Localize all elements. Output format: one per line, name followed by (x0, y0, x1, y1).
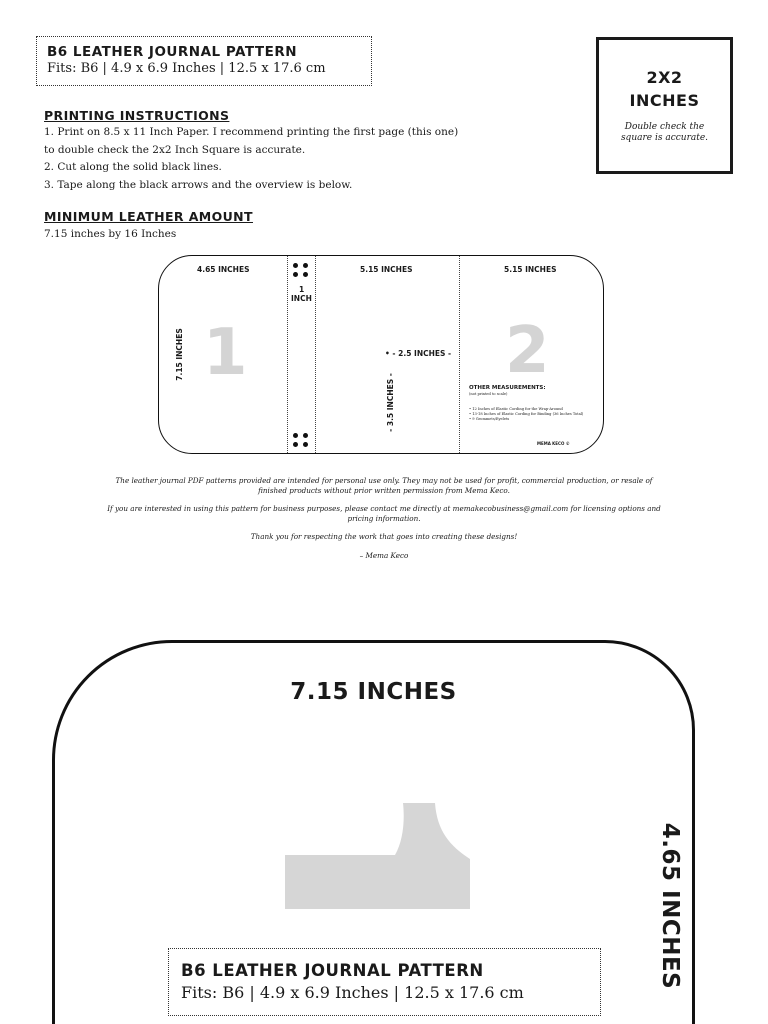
pattern-header (36, 36, 372, 86)
piece-height-label: 4.65 INCHES (657, 822, 683, 990)
pattern-overview-diagram (158, 255, 604, 454)
square-title-line2: INCHES (629, 91, 700, 110)
leather-amount: 7.15 inches by 16 Inches (44, 228, 177, 240)
fold-line (315, 256, 316, 453)
usage-disclaimer (100, 476, 668, 569)
disclaimer-paragraph: Thank you for respecting the work that goes into creating these designs! (250, 532, 518, 541)
printing-instructions (44, 124, 524, 194)
calibration-square (596, 37, 733, 174)
square-note: Double check the square is accurate. (620, 122, 709, 143)
instruction-line: to double check the 2x2 Inch Square is accurate. (44, 143, 306, 156)
piece-1-number: 1 (203, 316, 248, 390)
disclaimer-signature: – Mema Keco (359, 550, 409, 560)
overview-label-inch: INCH (291, 294, 312, 303)
pattern-title: B6 LEATHER JOURNAL PATTERN (181, 961, 484, 980)
disclaimer-paragraph: If you are interested in using this pattern for business purposes, please contact me directly at memakecobusiness@gmail.com for licensing options and pricing information. (107, 504, 661, 523)
pattern-header-bottom (168, 948, 601, 1016)
instruction-line: 3. Tape along the black arrows and the overview is below. (44, 178, 353, 191)
pattern-fits: Fits: B6 | 4.9 x 6.9 Inches | 12.5 x 17.6 cm (47, 61, 326, 76)
instruction-line: 1. Print on 8.5 x 11 Inch Paper. I recommend printing the first page (this one) (44, 126, 459, 138)
other-measurement-item: • 12 Inches of Elastic Cording for the Wrap-Around (469, 407, 563, 411)
piece-2-number: 2 (505, 314, 550, 388)
fold-line (459, 256, 460, 453)
other-measurement-item: • 13-18 Inches of Elastic Cording for Binding (36 Inches Total) (469, 412, 584, 416)
overview-label-35: - 3.5 INCHES - (385, 373, 395, 432)
square-title-line1: 2X2 (646, 68, 683, 87)
instruction-line: 2. Cut along the solid black lines. (44, 161, 222, 173)
grommet-holes-bottom (293, 433, 308, 447)
overview-label-465: 4.65 INCHES (197, 265, 250, 274)
overview-label-515a: 5.15 INCHES (360, 265, 413, 274)
piece-number-graphic (285, 801, 470, 911)
overview-label-515b: 5.15 INCHES (504, 265, 557, 274)
other-measurement-item: • 9 Grommets/Eyelets (469, 417, 510, 421)
other-measurements-title: OTHER MEASUREMENTS: (469, 385, 546, 391)
overview-label-25: • - 2.5 INCHES - (385, 349, 452, 358)
overview-label-715: 7.15 INCHES (174, 328, 184, 381)
leather-amount-title: MINIMUM LEATHER AMOUNT (44, 209, 253, 224)
fold-line (287, 256, 288, 453)
piece-width-label: 7.15 INCHES (290, 679, 457, 705)
brand-mark: MEMA KECO © (537, 441, 570, 446)
pattern-fits: Fits: B6 | 4.9 x 6.9 Inches | 12.5 x 17.6 cm (181, 983, 524, 1002)
other-measurements-note: (not printed to scale) (469, 392, 508, 396)
overview-label-1: 1 (299, 285, 305, 294)
grommet-holes-top (293, 263, 308, 277)
disclaimer-paragraph: The leather journal PDF patterns provided are intended for personal use only. They may not be used for profit, commercial production, or resale of finished products without prior written permission from Mema Keco. (115, 476, 653, 495)
pattern-title: B6 LEATHER JOURNAL PATTERN (47, 44, 298, 60)
printing-instructions-title: PRINTING INSTRUCTIONS (44, 108, 230, 123)
